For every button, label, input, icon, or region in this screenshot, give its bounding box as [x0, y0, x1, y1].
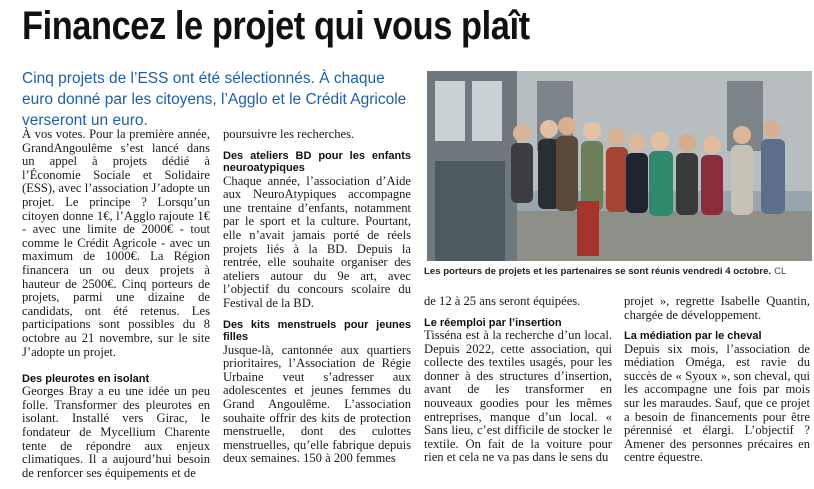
- column-2: [223, 128, 411, 466]
- paragraph-reemploi: Tisséna est à la recherche d’un local. Depuis 2022, cette association, qui collecte des textiles usagés, pour les donner à des structures d’insertion, avant de les transformer en nouveaux goodies pour les mêmes entreprises, manque d’un local. « Sans lieu, c’est difficile de stocker le textile. On fait de la voiture pour rien et cela ne va pas dans le sens du: [424, 328, 612, 465]
- group-photo: [427, 71, 812, 261]
- paragraph-mediation-cheval: Depuis six mois, l’association de médiation Oméga, est ravie du succès de « Syoux », son cheval, qui les accompagne une fois par mois sur les maraudes. Sauf, que ce projet a besoin de financements pour être pérennisé et élargi. L’objectif ? Amener des personnes précaires en centre équestre.: [624, 341, 810, 465]
- column-1: [22, 128, 210, 480]
- paragraph-kits-menstruels-cont: de 12 à 25 ans seront équipées.: [424, 294, 581, 308]
- group-photo-illustration: [427, 71, 812, 261]
- article-intro: À vos votes. Pour la première année, GrandAngoulême s’est lancé dans un appel à projets dédié à l’Économie Sociale et Solidaire (ESS), avec l’association J’adopte un projet. Le principe ? Lorsqu’un citoyen donne 1€, l’Agglo rajoute 1€ - avec une limite de 2000€ - tout comme le Crédit Agricole - avec un maximum de 1000€. La Région financera un ou deux projets à hauteur de 2500€. Cinq porteurs de projets, parmi une dizaine de candidats, ont été retenus. Les participations sont possibles du 8 octobre au 21 novembre, sur le site J’adopte un projet.: [22, 127, 210, 359]
- subheading-mediation-cheval: La médiation par le cheval: [624, 330, 762, 343]
- standfirst: Cinq projets de l’ESS ont été sélectionnés. À chaque euro donné par les citoyens, l’Agglo et le Crédit Agricole verseront un euro.: [22, 70, 407, 129]
- paragraph-pleurotes-cont: poursuivre les recherches.: [223, 127, 355, 141]
- paragraph-pleurotes: Georges Bray a eu une idée un peu folle. Transformer des pleurotes en isolant. Installé vers Girac, le fondateur de Mycellium Charente tente de répondre aux enjeux climatiques. Il a aujourd’hui besoin de renforcer ses équipements et de: [22, 384, 210, 480]
- photo-caption-text: Les porteurs de projets et les partenaires se sont réunis vendredi 4 octobre.: [424, 266, 772, 277]
- photo-caption: [424, 266, 812, 277]
- subheading-kits-menstruels: Des kits menstruels pour jeunes filles: [223, 318, 411, 344]
- column-4: [624, 295, 810, 465]
- photo-credit: CL: [774, 266, 787, 277]
- subheading-pleurotes: Des pleurotes en isolant: [22, 372, 150, 385]
- subheading-reemploi: Le réemploi par l’insertion: [424, 316, 562, 329]
- paragraph-ateliers-bd: Chaque année, l’association d’Aide aux NeuroAtypiques accompagne une trentaine d’enfants, notamment par le sport et la culture. Pourtant, elle n’avait jamais porté de réels projets liés à la BD. Depuis la rentrée, elle souhaite organiser des ateliers autour du 9e art, avec l’objectif du concours scolaire du Festival de la BD.: [223, 173, 411, 310]
- paragraph-reemploi-cont: projet », regrette Isabelle Quantin, chargée de développement.: [624, 294, 810, 322]
- subheading-ateliers-bd: Des ateliers BD pour les enfants neuroatypiques: [223, 149, 411, 175]
- headline: Financez le projet qui vous plaît: [22, 4, 530, 48]
- paragraph-kits-menstruels: Jusque-là, cantonnée aux quartiers prioritaires, l’Association de Régie Urbaine veut s’adresser aux adolescentes et jeunes femmes du Grand Angoulême. L’association souhaite offrir des kits de protection menstruelle, dont des culottes menstruelles, qu’elle fabrique depuis deux semaines. 150 à 200 femmes: [223, 342, 411, 466]
- column-3: [424, 295, 612, 465]
